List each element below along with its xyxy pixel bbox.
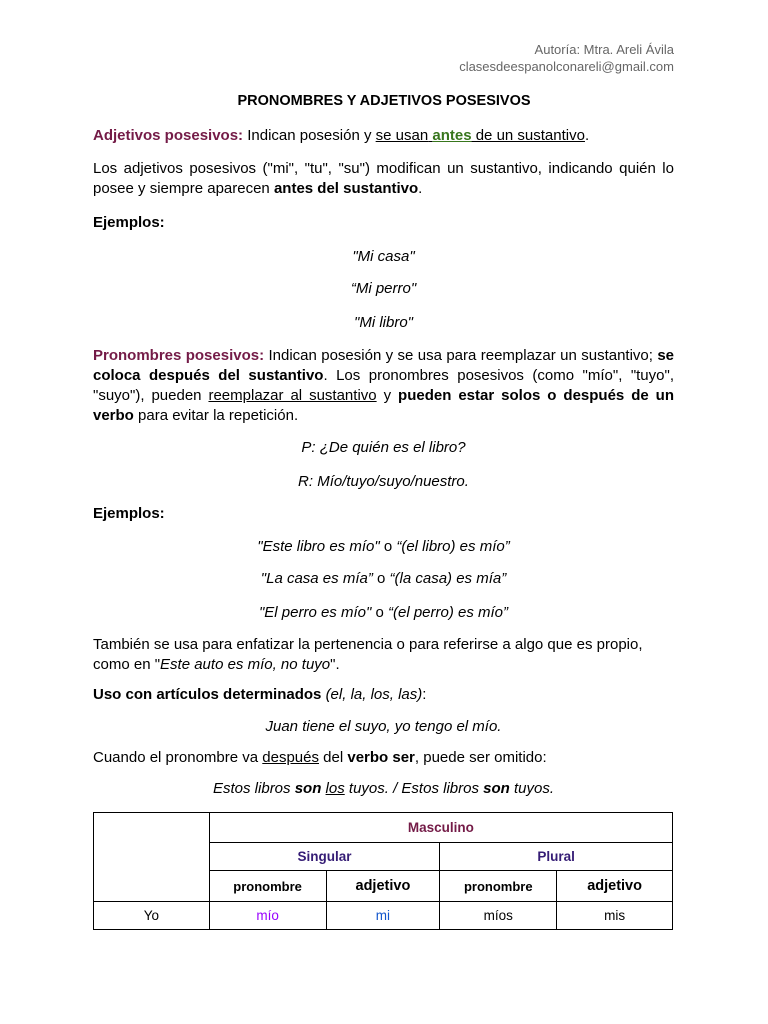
- pronombres-bold-1: se coloca después del sustantivo: [93, 347, 674, 384]
- header-adjetivo-plural: adjetivo: [557, 871, 673, 902]
- pronombres-definition: [93, 346, 674, 426]
- example-o: o: [379, 538, 397, 555]
- pronombres-text-4: para evitar la repetición.: [133, 407, 299, 424]
- header-masculino: Masculino: [209, 813, 672, 843]
- adjetivos-paragraph: [93, 159, 674, 199]
- omitido-text-2: del: [319, 749, 348, 766]
- example-b: “(el perro) es mío”: [388, 604, 509, 621]
- table-row: [94, 813, 673, 843]
- adjetivos-underline-2: de un sustantivo: [471, 127, 585, 144]
- adjetivos-antes: antes: [432, 127, 472, 144]
- author-block: [459, 41, 674, 75]
- cell-adjetivo-plural: mis: [557, 902, 673, 930]
- adjetivos-paragraph-end: .: [418, 180, 423, 197]
- articulos-example: Juan tiene el suyo, yo tengo el mío.: [265, 718, 502, 735]
- adjetivos-underline-1: se usan: [375, 127, 429, 144]
- cell-adjetivo-singular: mi: [326, 902, 440, 930]
- omitido-e5: tuyos. / Estos libros: [344, 780, 484, 797]
- example-mi-casa: "Mi casa": [352, 248, 415, 265]
- omitido-e4: los: [325, 780, 345, 797]
- articulos-colon: :: [422, 686, 427, 703]
- omitido-example: [93, 779, 674, 799]
- author-email: clasesdeespanolconareli@gmail.com: [459, 59, 674, 74]
- example-mi-perro: “Mi perro": [350, 280, 417, 297]
- question-line: P: ¿De quién es el libro?: [301, 439, 466, 456]
- page-title: PRONOMBRES Y ADJETIVOS POSESIVOS: [237, 93, 531, 109]
- omitido-underline: después: [262, 749, 319, 766]
- omitido-e7: tuyos.: [509, 780, 554, 797]
- example-a: "Este libro es mío": [257, 538, 380, 555]
- ejemplos-label-2: Ejemplos:: [93, 505, 165, 522]
- pronombres-underline: reemplazar al sustantivo: [208, 387, 377, 404]
- omitido-paragraph: [93, 748, 674, 768]
- header-plural: Plural: [440, 843, 673, 871]
- header-pronombre-singular: pronombre: [209, 871, 326, 902]
- enfatizar-paragraph: [93, 635, 674, 675]
- example-o: o: [372, 570, 390, 587]
- example-la-casa: [93, 569, 674, 589]
- omitido-text-3: , puede ser omitido:: [414, 749, 547, 766]
- adjetivos-paragraph-bold: antes del sustantivo: [273, 180, 419, 197]
- enfatizar-text-1: También se usa para enfatizar la pertenencia o para referirse a algo que es propio, como en ": [93, 636, 643, 673]
- pronombres-text-3: y: [376, 387, 399, 404]
- example-mi-libro: "Mi libro": [354, 314, 413, 331]
- cell-persona: Yo: [94, 902, 210, 930]
- cell-pronombre-plural: míos: [440, 902, 557, 930]
- header-singular: Singular: [209, 843, 440, 871]
- omitido-e2: son: [294, 780, 322, 797]
- example-a: "La casa es mía”: [260, 570, 373, 587]
- pronombres-text-2: . Los pronombres posesivos (como "mío", "tuyo", "suyo"), pueden: [93, 367, 674, 404]
- adjetivos-definition: [93, 126, 674, 146]
- example-o: o: [371, 604, 388, 621]
- author-name: Autoría: Mtra. Areli Ávila: [534, 42, 674, 57]
- pronombres-text-1: Indican posesión y se usa para reemplazar un sustantivo;: [264, 347, 658, 364]
- example-este-libro: [93, 537, 674, 557]
- posesivos-table: [93, 812, 673, 930]
- articulos-italic: (el, la, los, las): [325, 686, 423, 703]
- adjetivos-paragraph-text: Los adjetivos posesivos ("mi", "tu", "su") modifican un sustantivo, indicando quién lo posee y siempre aparecen: [93, 160, 674, 197]
- pronombres-label: Pronombres posesivos:: [93, 347, 265, 364]
- example-b: “(el libro) es mío”: [396, 538, 510, 555]
- header-adjetivo-singular: adjetivo: [326, 871, 440, 902]
- articulos-bold: Uso con artículos determinados: [93, 686, 322, 703]
- header-pronombre-plural: pronombre: [440, 871, 557, 902]
- omitido-bold: verbo ser: [347, 749, 415, 766]
- adjetivos-text: Indican posesión y: [243, 127, 376, 144]
- table-corner-cell: [94, 813, 210, 902]
- omitido-text-1: Cuando el pronombre va: [93, 749, 263, 766]
- adjetivos-label: Adjetivos posesivos:: [93, 127, 244, 144]
- example-a: "El perro es mío": [258, 604, 372, 621]
- example-el-perro: [93, 603, 674, 623]
- answer-line: R: Mío/tuyo/suyo/nuestro.: [298, 473, 469, 490]
- adjetivos-dot: .: [584, 127, 590, 144]
- example-b: “(la casa) es mía”: [389, 570, 507, 587]
- articulos-heading: [93, 685, 674, 705]
- ejemplos-label-1: Ejemplos:: [93, 214, 165, 231]
- omitido-e6: son: [483, 780, 510, 797]
- enfatizar-text-2: ".: [330, 656, 340, 673]
- cell-pronombre-singular: mío: [209, 902, 326, 930]
- enfatizar-italic: Este auto es mío, no tuyo: [160, 656, 331, 673]
- omitido-e1: Estos libros: [213, 780, 295, 797]
- pronombres-bold-2: pueden estar solos o después de un verbo: [93, 387, 674, 424]
- table-row: [94, 902, 673, 930]
